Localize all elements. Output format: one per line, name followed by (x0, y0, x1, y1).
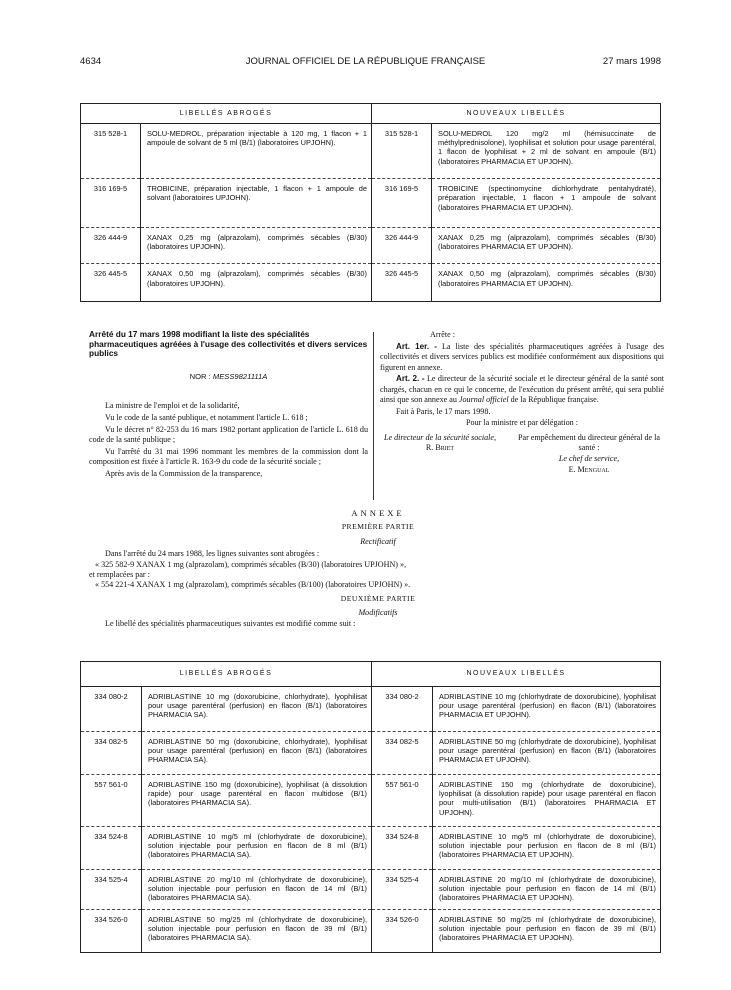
new-label-cell: ADRIBLASTINE 10 mg (chlorhydrate de doxorubicine), lyophilisat pour usage parentéral (perfusion) en flacon (B/1) (laboratoires PHARMACIA ET UPJOHN). (433, 687, 661, 732)
new-label-cell: ADRIBLASTINE 20 mg/10 ml (chlorhydrate de doxorubicine), solution injectable pour perfusion en flacon de 14 ml (B/1) (laboratoires PHARMACIA ET UPJOHN). (433, 870, 661, 910)
article-2-label: Art. 2. - (396, 374, 425, 384)
page-number: 4634 (80, 56, 102, 67)
modificatifs-intro: Le libellé des spécialités pharmaceutiques suivantes est modifié comme suit : (105, 618, 356, 628)
modificatifs-heading: Modificatifs (358, 608, 398, 618)
old-label-cell: ADRIBLASTINE 20 mg/10 ml (chlorhydrate de doxorubicine), solution injectable pour perfusion en flacon de 14 ml (B/1) (laboratoires PHARMACIA SA). (142, 870, 372, 910)
old-label-cell: XANAX 0,25 mg (alprazolam), comprimés sécables (B/30) (laboratoires UPJOHN). (141, 227, 372, 263)
replacement-intro: et remplacées par : (89, 570, 150, 580)
visa-paragraph: Vu le code de la santé publique, et notamment l'article L. 618 ; (105, 412, 308, 422)
visa-paragraph: Après avis de la Commission de la transparence, (105, 468, 263, 478)
arrete-articles-column (380, 330, 664, 475)
new-label-cell: TROBICINE (spectinomycine dichlorhydrate pentahydraté), préparation injectable, 1 flacon + 1 ampoule de solvant (laboratoires PHARMACIA ET UPJOHN). (432, 179, 661, 228)
nor-label: NOR : (189, 371, 211, 381)
new-label-cell: XANAX 0,50 mg (alprazolam), comprimés sécables (B/30) (laboratoires PHARMACIA ET UPJOHN). (432, 264, 661, 302)
arrete-title: Arrêté du 17 mars 1998 modifiant la liste des spécialités pharmaceutiques agréées à l'usage des collectivités et divers services publics (89, 329, 368, 359)
nor-value: MESS9821111A (212, 371, 268, 381)
journal-title: JOURNAL OFFICIEL DE LA RÉPUBLIQUE FRANÇAISE (245, 56, 486, 67)
old-label-cell: ADRIBLASTINE 150 mg (doxorubicine), lyophilisat (à dissolution rapide) pour usage parentéral en flacon multidose (B/1) (laboratoires PHARMACIA SA). (142, 775, 372, 827)
old-code-cell: 334 526-0 (81, 910, 142, 953)
publication-date: 27 mars 1998 (602, 56, 661, 67)
old-code-cell: 334 080-2 (81, 687, 142, 732)
old-label-cell: ADRIBLASTINE 50 mg (doxorubicine, chlorhydrate), lyophilisat pour usage parentéral (perfusion) en flacon (B/1) (laboratoires PHARMACIA SA). (142, 732, 372, 775)
part-one-heading: PREMIÈRE PARTIE (341, 522, 415, 532)
old-code-cell: 326 445-5 (81, 264, 141, 302)
new-code-cell: 557 561-0 (372, 775, 433, 827)
article-2-journal: Journal officiel (458, 395, 509, 405)
table-row (81, 775, 661, 827)
old-label-cell: SOLU-MEDROL, préparation injectable à 120 mg, 1 flacon + 1 ampoule de solvant de 5 ml (B/1) (laboratoires UPJOHN). (141, 124, 372, 179)
new-label-cell: ADRIBLASTINE 50 mg (chlorhydrate de doxorubicine), lyophilisat pour usage parentéral (perfusion) en flacon (B/1) (laboratoires PHARMACIA ET UPJOHN). (433, 732, 661, 775)
rectificatif-intro: Dans l'arrêté du 24 mars 1988, les lignes suivantes sont abrogées : (105, 549, 320, 559)
visa-paragraph: Vu l'arrêté du 31 mai 1996 nommant les membres de la commission dont la composition est fixée à l'article R. 163-9 du code de la sécurité sociale ; (89, 446, 368, 467)
article-1-label: Art. 1er. - (396, 341, 438, 351)
old-code-cell: 334 082-5 (81, 732, 142, 775)
old-label-cell: TROBICINE, préparation injectable, 1 flacon + 1 ampoule de solvant (laboratoires UPJOHN). (141, 179, 372, 228)
old-label-cell: ADRIBLASTINE 10 mg/5 ml (chlorhydrate de doxorubicine), solution injectable pour perfusion en flacon de 8 ml (B/1) (laboratoires PHARMACIA SA). (142, 827, 372, 870)
new-code-cell: 334 526-0 (372, 910, 433, 953)
table-row (81, 910, 661, 953)
article-1-text: La liste des spécialités pharmaceutiques agréées à l'usage des collectivités et divers services publics est modifiée conformément aux dispositions qui figurent en annexe. (380, 341, 664, 372)
table-row (81, 732, 661, 775)
article-2-end: de la République française. (510, 395, 599, 405)
table-row (81, 227, 661, 263)
signatures (380, 433, 664, 475)
libelles-table-1 (80, 103, 661, 302)
column-header-nouveaux: NOUVEAUX LIBELLÉS (372, 662, 661, 687)
new-code-cell: 315 528-1 (372, 124, 432, 179)
libelles-table-2 (80, 661, 661, 953)
new-label-cell: ADRIBLASTINE 150 mg (chlorhydrate de doxorubicine), lyophilisat (à dissolution rapide) pour usage parentéral en flacon pour multi-utilisation (B/1) (laboratoires PHARMACIA ET UPJOHN). (433, 775, 661, 827)
replacement-line: « 554 221-4 XANAX 1 mg (alprazolam), comprimés sécables (B/100) (laboratoires UPJOHN) ». (95, 580, 411, 590)
new-code-cell: 334 080-2 (372, 687, 433, 732)
part-two-heading: DEUXIÈME PARTIE (340, 593, 416, 603)
column-divider (373, 332, 374, 500)
arrete-preamble-column (89, 330, 368, 481)
column-header-abroges: LIBELLÉS ABROGÉS (81, 104, 372, 124)
arrete-word: Arrête : (430, 330, 455, 339)
new-code-cell: 334 082-5 (372, 732, 433, 775)
signatory-left-title: Le directeur de la sécurité sociale, (383, 432, 497, 442)
annexe-section (89, 508, 667, 629)
new-label-cell: ADRIBLASTINE 10 mg/5 ml (chlorhydrate de doxorubicine), solution injectable pour perfusion en flacon de 8 ml (B/1) (laboratoires PHARMACIA ET UPJOHN). (433, 827, 661, 870)
old-code-cell: 315 528-1 (81, 124, 141, 179)
minister-line: La ministre de l'emploi et de la solidarité, (105, 401, 240, 411)
old-code-cell: 326 444-9 (81, 227, 141, 263)
old-label-cell: XANAX 0,50 mg (alprazolam), comprimés sécables (B/30) (laboratoires UPJOHN). (141, 264, 372, 302)
column-header-nouveaux: NOUVEAUX LIBELLÉS (372, 104, 661, 124)
abrogated-line: « 325 582-9 XANAX 1 mg (alprazolam), comprimés sécables (B/30) (laboratoires UPJOHN) », (95, 559, 407, 569)
table-row (81, 687, 661, 732)
signatory-right-role: Le chef de service, (558, 454, 620, 464)
new-code-cell: 316 169-5 (372, 179, 432, 228)
table-row (81, 870, 661, 910)
article-2 (380, 374, 664, 405)
new-label-cell: XANAX 0,25 mg (alprazolam), comprimés sécables (B/30) (laboratoires PHARMACIA ET UPJOHN). (432, 227, 661, 263)
old-label-cell: ADRIBLASTINE 50 mg/25 ml (chlorhydrate de doxorubicine), solution injectable pour perfusion en flacon de 39 ml (B/1) (laboratoires PHARMACIA SA). (142, 910, 372, 953)
old-code-cell: 334 524-8 (81, 827, 142, 870)
old-code-cell: 557 561-0 (81, 775, 142, 827)
new-code-cell: 334 524-8 (372, 827, 433, 870)
old-label-cell: ADRIBLASTINE 10 mg (doxorubicine, chlorhydrate), lyophilisat pour usage parentéral (perfusion) en flacon (B/1) (laboratoires PHARMACIA SA). (142, 687, 372, 732)
new-label-cell: SOLU-MEDROL 120 mg/2 ml (hémisuccinate de méthylprednisolone), lyophilisat et solution pour usage parentéral, 1 flacon de lyophilisat + 2 ml de solvant en ampoule (B/1) (laboratoires PHARMACIA ET UPJOHN). (432, 124, 661, 179)
signatory-left-name: R. Briet (425, 443, 455, 453)
table-row (81, 264, 661, 302)
new-code-cell: 334 525-4 (372, 870, 433, 910)
rectificatif-heading: Rectificatif (360, 536, 396, 546)
article-2-text: Le directeur de la sécurité sociale et le directeur général de la santé sont chargés, chacun en ce qui le concerne, de l'exécution du présent arrêté, qui sera publié ainsi que son annexe au (380, 374, 664, 405)
fait-a-paris: Fait à Paris, le 17 mars 1998. (396, 406, 491, 416)
signatory-right-name: E. Mengual (568, 464, 610, 474)
annexe-title: ANNEXE (351, 508, 405, 518)
old-code-cell: 316 169-5 (81, 179, 141, 228)
delegation-line: Pour la ministre et par délégation : (466, 418, 578, 428)
signatory-right-title: Par empêchement du directeur général de la santé : (517, 432, 661, 453)
old-code-cell: 334 525-4 (81, 870, 142, 910)
nor-reference (89, 372, 368, 382)
article-1 (380, 342, 664, 373)
column-header-abroges: LIBELLÉS ABROGÉS (81, 662, 372, 687)
new-label-cell: ADRIBLASTINE 50 mg/25 ml (chlorhydrate de doxorubicine), solution injectable pour perfusion en flacon de 39 ml (B/1) (laboratoires PHARMACIA ET UPJOHN). (433, 910, 661, 953)
visa-paragraph: Vu le décret n° 82-253 du 16 mars 1982 portant application de l'article L. 618 du code de la santé publique ; (89, 424, 368, 444)
table-row (81, 124, 661, 179)
new-code-cell: 326 445-5 (372, 264, 432, 302)
new-code-cell: 326 444-9 (372, 227, 432, 263)
table-row (81, 179, 661, 228)
table-row (81, 827, 661, 870)
